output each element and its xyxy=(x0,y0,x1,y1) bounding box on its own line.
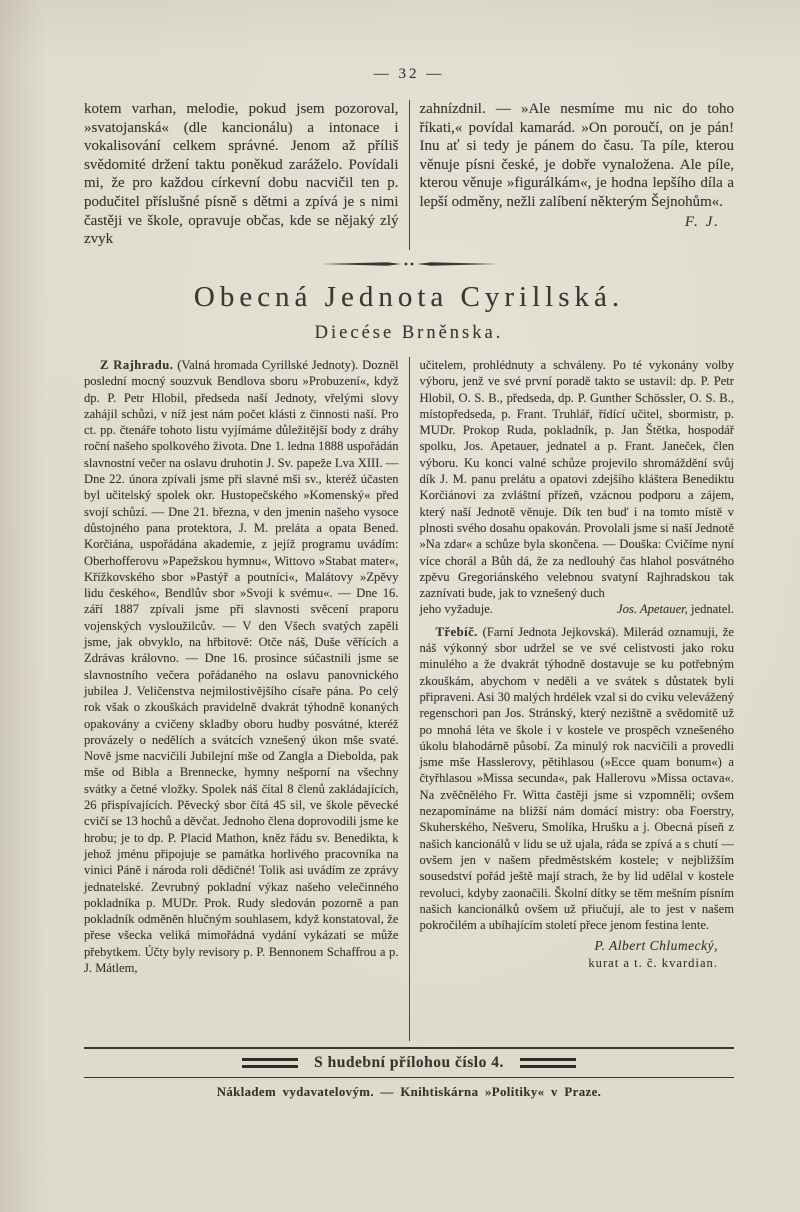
article-rajhrad xyxy=(84,357,399,976)
section-divider-ornament xyxy=(84,259,734,269)
article-rajhrad-last-words: jeho vyžaduje. xyxy=(419,602,493,617)
article-trebic-text: (Farní Jednota Jejkovská). Milerád oznamuji, že náš výkonný sbor udržel se ve své celistvosti jako roku minulého a že dvakrát týhodně dostavuje se ku potřebným zkouškám, abychom v neděli a ve svátek s důstatek byli připraveni. Asi 30 malých hrdélek vzal si do cviku velevážený regenschori pan Jos. Stránský, který nezištně a svědomitě už po mnohá léta ve škole i v kostele ve prospěch vznešeného úkolu blahodárně působí. Za minulý rok nacvičili a provedli jsme mše Hasslerovy, pětihlasou (»Ecce quam bonum«) a čtyřhlasou »Missa secunda«, pak Hallerovu »Missa octava«. Na zvěčnělého Fr. Witta častěji jsme si vzpomněli; ovšem nezapomínáme na bližší nám domácí mistry: oba Foerstry, Skuherského, Nešveru, Smolíka, Hrušku a j. Obecná píseň z našich kancionálů v lidu se už ujala, ráda se zpívá a s chutí — ovšem jen v našem předměstském kostele; v nejbližším sousedství pořád ještě mají strach, že by lid udělal v kostele revoluci, kdyby zaonačili. Školní dítky se těm mešním písním našich kancionálků ovšem už přiučují, ale to jest v našem pokročilém a ubíhajícím století přece jenom festina lente. xyxy=(419,624,734,933)
supplement-note xyxy=(84,1054,734,1072)
top-article-right-text: zahnízdnil. — »Ale nesmíme mu nic do toho říkati,« povídal kamarád. »On poroučí, on je pán! Inu ať si tedy je pánem do času. Ta píle, kterou věnuje písni české, je dobře vynaložena. Ale píle, kterou věnuje »figurálkám«, je hodna lepšího díla a lepší odměny, nežli zalíbení některým Šejnohům«. xyxy=(419,101,734,210)
section-title: Obecná Jednota Cyrillská. xyxy=(193,281,625,313)
article-rajhrad-lead: Z Rajhradu. xyxy=(100,358,174,372)
imprint-line: Nákladem vydavatelovým. — Knihtiskárna »Politiky« v Praze. xyxy=(216,1085,602,1099)
top-article xyxy=(84,100,734,250)
top-article-signature: F. J. xyxy=(684,213,720,230)
signature-name: Jos. Apetauer, xyxy=(617,602,688,617)
footer-rule-top xyxy=(84,1047,734,1049)
column-rule xyxy=(409,100,410,250)
body-right-column xyxy=(420,357,735,1041)
footer-rule-bottom xyxy=(84,1077,734,1078)
article-rajhrad-right-text: učitelem, prohlédnuty a schváleny. Po té vykonány volby výboru, jenž ve své první poradě takto se ustavil: dp. P. Petr Hlobil, O. S. B., předseda, dp. P. Gunther Schössler, O. S. B., místopředseda, p. Frant. Truhlář, řídící učitel, sbormistr, p. MUDr. Prokop Ruda, pokladník, p. Jan Štětka, hospodář spolku, Jos. Apetauer, jednatel a p. Frant. Janeček, člen výboru. Ku konci valné schůze projevilo shromáždění svůj dík J. M. panu prelátu a opatovi zdejšího kláštera Benediktu Korčiánovi za zvláštní přízeň, vzácnou podporu a zájem, který naší Jednotě věnuje. Dík ten buď i na tomto místě v plnosti svého dosahu opakován. Provolali jsme si naší Jednotě »Na zdar« a schůze byla skončena. — Douška: Cvičíme nyní více chorál a Bůh dá, že za nedlouhý čas hlahol posvátného zpěvu Gregoriánského velebnou svatyní Rajhradskou tak zaznívati bude, jak to vznešený duch xyxy=(419,358,734,601)
top-article-left-text: kotem varhan, melodie, pokud jsem pozoroval, »svatojanská« (dle kancionálu) a intonace i vokalisování celkem správné. Jenom až příliš svědomité držení taktu poněkud zaráželo. Povídali mi, že pro každou církevní dobu nacvičil ten p. podučitel příslušné písně s dětmi a zpívá je s nimi častěji ve škole, opravuje občas, kde se nějaký zlý zvyk xyxy=(84,101,399,248)
tapered-rule-icon xyxy=(321,259,497,269)
double-bar-ornament-left xyxy=(242,1058,298,1068)
top-article-left-column xyxy=(84,100,399,250)
article-trebic xyxy=(420,624,735,934)
signature-name: P. Albert Chlumecký, xyxy=(594,938,718,954)
column-rule xyxy=(409,357,410,1041)
body-left-column xyxy=(84,357,399,1041)
page-number: — 32 — xyxy=(373,66,445,82)
article-rajhrad-signature-line xyxy=(420,601,735,617)
article-trebic-lead: Třebíč. xyxy=(435,624,478,639)
double-bar-ornament-right xyxy=(520,1058,576,1068)
article-rajhrad-left-text: (Valná hromada Cyrillské Jednoty). Dozněl poslední mocný souzvuk Bendlova sboru »Probuzení«, když dp. P. Petr Hlobil, předseda naší Jednoty, vřelými slovy zahájil schůzi, v níž jest nám počet klásti z činnosti naší. Pro ct. pp. čtenáře tohoto listu vyjímáme důležitější body z dráhy roční našeho spolkového života. Dne 1. ledna 1888 uspořádán slavnostní večer na oslavu druhotin J. Sv. papeže Lva XIII. — Dne 22. února zpívali jsme při slavné mši sv., kteréž účasten byl učitelský spolek okr. Hustopečského »Komenský« před svojí schůzí. — Dne 21. března, v den jmenin našeho vysoce důstojného pana protektora, J. M. preláta a opata Bened. Korčiána, uspořádána akademie, z jejíž programu uvádím: Oberhofferovu »Papežskou hymnu«, Wittovo »Stabat mater«, Křížkovského sbor »Pastýř a poutníci«, Malátovy »Zpěvy lidu českého«, Bendlův sbor »Svoji k svému«. — Dne 16. září 1887 zpívali jsme při slavnosti svěcení praporu vojenských vysloužilcův. — V den Všech svatých zapěli jsme, jak obvyklo, na hřbitově: Otče náš, Duše věřících a Zdrávas královno. — Dne 16. prosince súčastnili jsme se slavnostního večera pořádaného na oslavu panovnického jubilea J. Veličenstva nejmilostivějšího císaře pána. Po celý rok však o zkouškách pravidelně dvakrát týhodně konaných opakovány a cvičeny skladby oboru hudby posvátné, kteréž provázely o nedělích a svátcích vznešený úkon mše svaté. Nově jsme nacvičili Jubilejní mše od Zangla a Diebolda, pak mše od Bibla a Brennecke, hymny nešporní na všechny svátky a četné vložky. Spolek náš čítal 8 členů zakládajících, 26 přispívajících. Pěvecký sbor čítá 45 sil, ve škole pěvecké cvičí se 13 hochů a děvčat. Jednoho člena doprovodili jsme ke hrobu; je to dp. P. Placid Mathon, kněz řádu sv. Benedikta, k jehož jménu připojuje se památka horlivého pracovníka na vinici Páně i národa roli dědičné! Tolik asi uvádím ze zprávy jednatelské. Zevrubný pokladní výkaz našeho velečinného pokladníka p. MUDr. Prok. Rudy sledován pozorně a pan pokladník odměněn hlučným souhlasem, když konstatoval, že přese všecka veliká mimořádná vydání vykázati se může přebytkem. Účty byly revisory p. P. Bennonem Schaffrou a p. J. Mátlem, xyxy=(84,358,399,975)
section-subtitle: Diecése Brněnska. xyxy=(314,323,504,343)
article-rajhrad-signature xyxy=(617,601,734,617)
signature-role: jednatel. xyxy=(690,602,734,617)
supplement-text: S hudební přílohou číslo 4. xyxy=(314,1054,504,1071)
top-article-right-column xyxy=(420,100,735,250)
article-trebic-signature xyxy=(420,938,735,971)
signature-role: kurat a t. č. kvardian. xyxy=(588,955,718,970)
section-body xyxy=(84,357,734,1041)
